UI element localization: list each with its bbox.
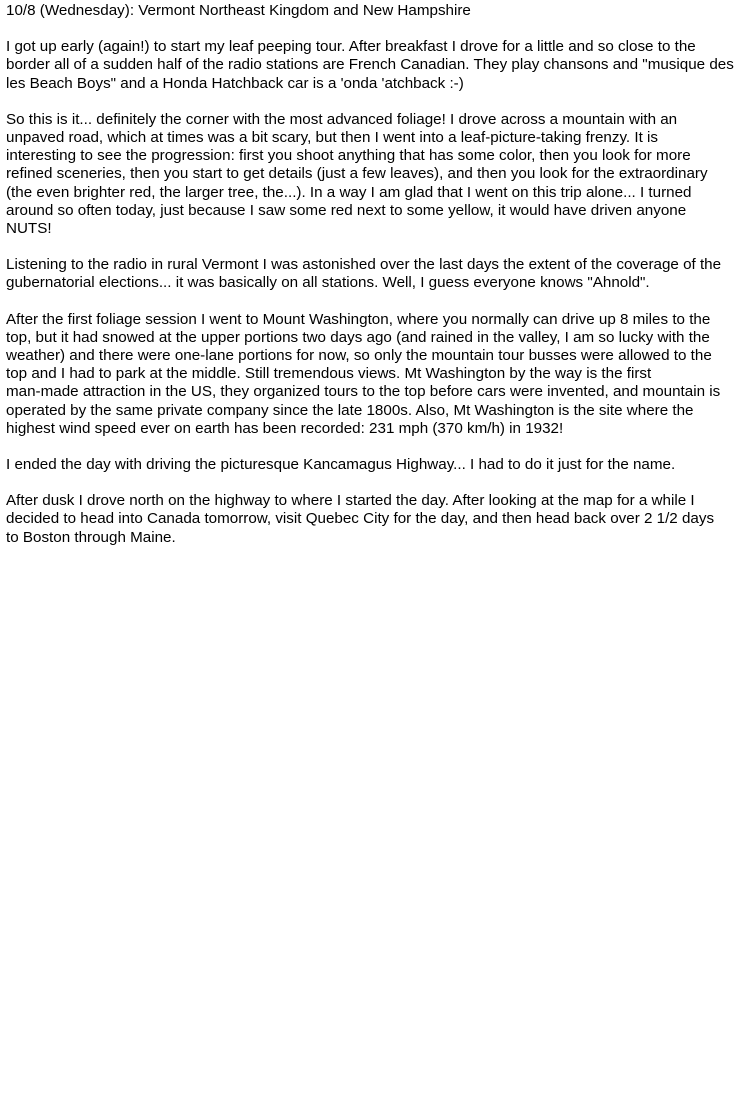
text-line: operated by the same private company since the late 1800s. Also, Mt Washington is the site where the <box>6 401 694 419</box>
text-line: highest wind speed ever on earth has been recorded: 231 mph (370 km/h) in 1932! <box>6 419 564 437</box>
text-line: Listening to the radio in rural Vermont I was astonished over the last days the extent of the coverage of the <box>6 256 722 274</box>
text-line: top, but it had snowed at the upper portions two days ago (and rained in the valley, I am so lucky with the <box>6 328 710 346</box>
text-line: weather) and there were one-lane portions for now, so only the mountain tour busses were allowed to the <box>6 347 712 365</box>
text-line: refined sceneries, then you start to get details (just a few leaves), and then you look for the extraordinary <box>6 165 708 183</box>
page-title <box>6 2 750 20</box>
text-line: After dusk I drove north on the highway to where I started the day. After looking at the map for a while I <box>6 492 695 510</box>
text-line: (the even brighter red, the larger tree, the...). In a way I am glad that I went on this trip alone... I turned <box>6 183 692 201</box>
title-line: 10/8 (Wednesday): Vermont Northeast Kingdom and New Hampshire <box>6 2 471 19</box>
paragraph-radio <box>6 38 750 93</box>
text-line: border all of a sudden half of the radio stations are French Canadian. They play chansons and "musique des <box>6 56 734 74</box>
paragraph-mount-washington <box>6 311 750 438</box>
document-body <box>6 2 750 565</box>
text-line: decided to head into Canada tomorrow, visit Quebec City for the day, and then head back over 2 1/2 days <box>6 510 715 528</box>
text-line: gubernatorial elections... it was basically on all stations. Well, I guess everyone knows "Ahnold". <box>6 274 650 292</box>
paragraph-plans <box>6 492 750 547</box>
text-line: les Beach Boys" and a Honda Hatchback car is a 'onda 'atchback :-) <box>6 74 464 92</box>
text-line: After the first foliage session I went to Mount Washington, where you normally can drive up 8 miles to the <box>6 310 711 328</box>
text-line: So this is it... definitely the corner with the most advanced foliage! I drove across a mountain with an <box>6 110 678 128</box>
text-line: man-made attraction in the US, they organized tours to the top before cars were invented, and mountain is <box>6 383 721 401</box>
text-line: top and I had to park at the middle. Still tremendous views. Mt Washington by the way is the first <box>6 365 652 383</box>
text-line: I got up early (again!) to start my leaf peeping tour. After breakfast I drove for a little and so close to the <box>6 38 696 56</box>
text-line: unpaved road, which at times was a bit scary, but then I went into a leaf-picture-taking frenzy. It is <box>6 129 658 147</box>
text-line: NUTS! <box>6 220 52 238</box>
paragraph-kancamagus <box>6 456 750 474</box>
text-line: I ended the day with driving the picturesque Kancamagus Highway... I had to do it just for the name. <box>6 456 676 474</box>
text-line: around so often today, just because I saw some red next to some yellow, it would have driven anyone <box>6 201 687 219</box>
text-line: interesting to see the progression: first you shoot anything that has some color, then you look for more <box>6 147 691 165</box>
paragraph-foliage <box>6 111 750 238</box>
text-line: to Boston through Maine. <box>6 528 176 546</box>
paragraph-elections <box>6 256 750 292</box>
